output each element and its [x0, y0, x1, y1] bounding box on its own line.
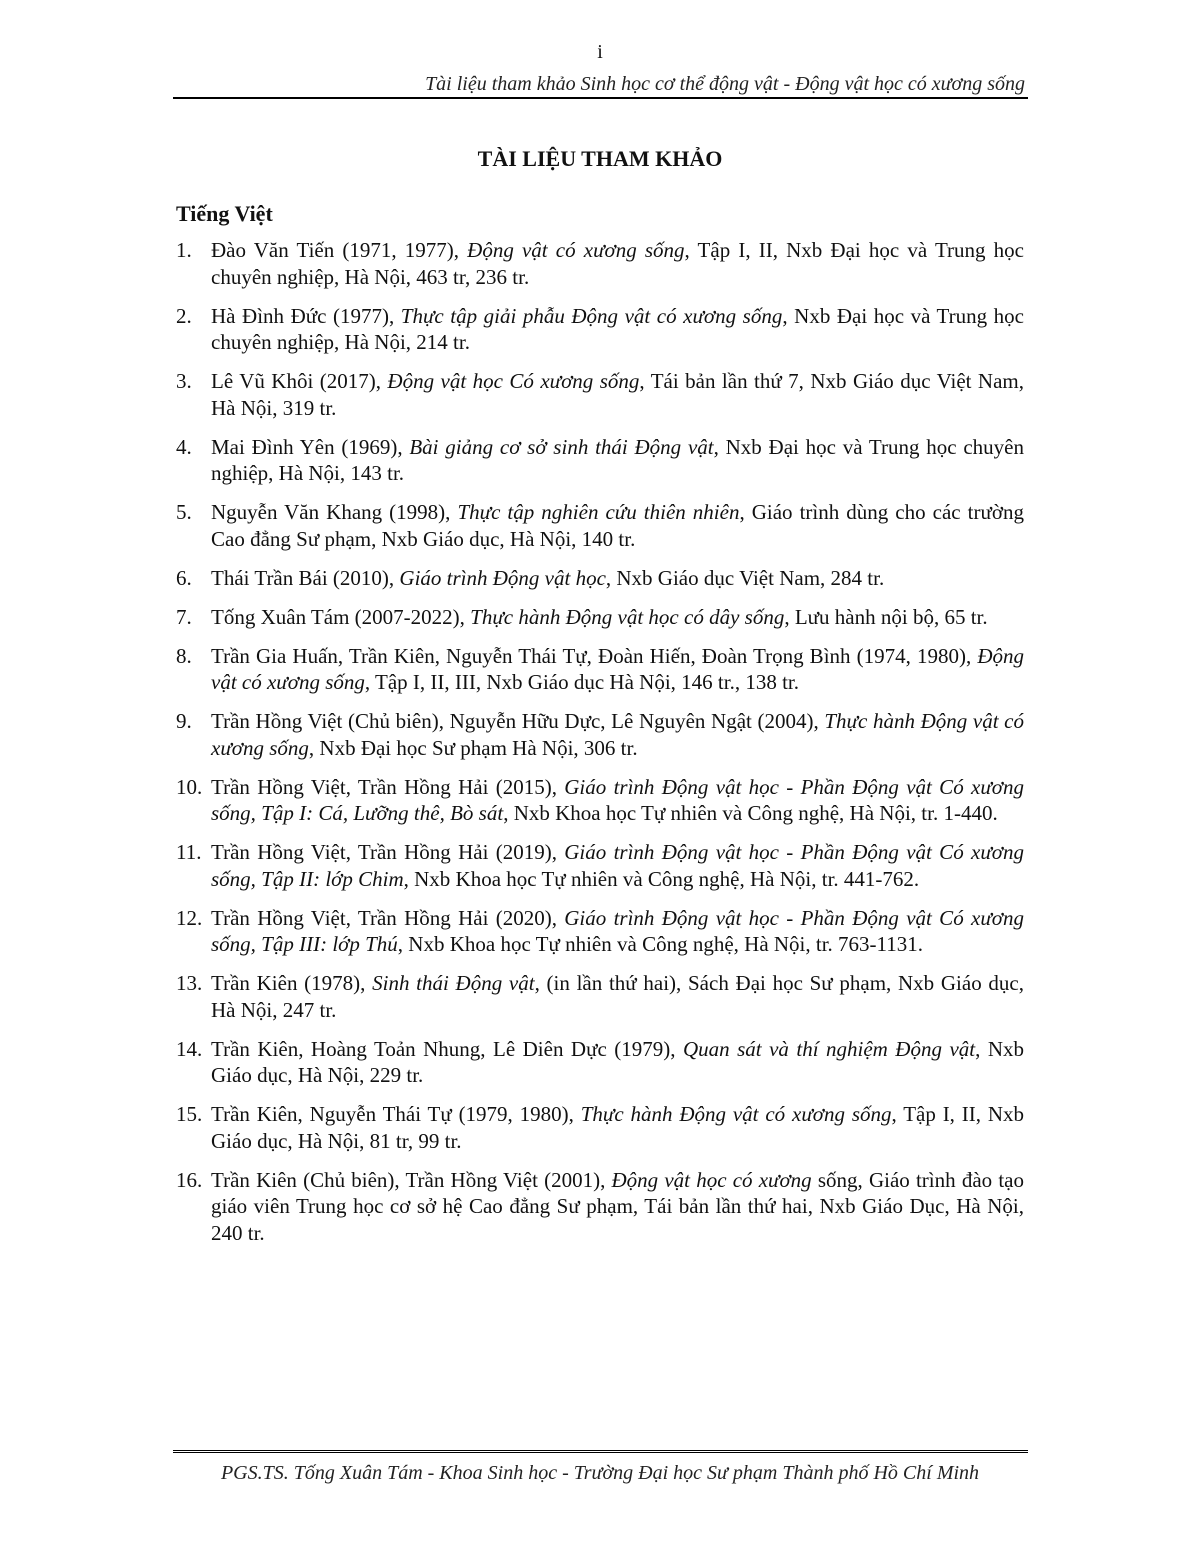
- reference-title: Giáo trình Động vật học - Phần Động vật Có xương sống, Tập III: lớp Thú: [211, 905, 1024, 956]
- reference-authors: Trần Kiên, Nguyễn Thái Tự (1979, 1980),: [211, 1102, 581, 1126]
- reference-title: Sinh thái Động vật: [372, 971, 535, 995]
- reference-text: [211, 839, 1024, 892]
- page-number: i: [597, 41, 603, 63]
- reference-publisher: , (in lần thứ hai), Sách Đại học Sư phạm, Nxb Giáo dục, Hà Nội, 247 tr.: [211, 971, 1024, 1022]
- reference-text: [211, 237, 1024, 290]
- reference-title: Thực hành Động vật có xương sống: [580, 1102, 892, 1126]
- reference-title: Giáo trình Động vật học - Phần Động vật Có xương sống, Tập I: Cá, Lưỡng thê, Bò sát: [211, 774, 1024, 825]
- reference-publisher: , Nxb Đại học và Trung học chuyên nghiệp, Hà Nội, 143 tr.: [211, 434, 1025, 485]
- reference-authors: Trần Hồng Việt, Trần Hồng Hải (2019),: [211, 840, 565, 864]
- reference-number: 1.: [176, 238, 192, 262]
- reference-item: [176, 970, 1024, 1023]
- reference-title: Giáo trình Động vật học: [399, 565, 606, 590]
- reference-title: Thực hành Động vật học có dây sống: [470, 604, 785, 629]
- reference-publisher: sống, Giáo trình đào tạo giáo viên Trung học cơ sở hệ Cao đẳng Sư phạm, Tái bản lần thứ hai, Nxb Giáo Dục, Hà Nội, 240 tr.: [211, 1167, 1024, 1245]
- reference-item: [176, 604, 1024, 631]
- reference-publisher: , Tập I, II, Nxb Đại học và Trung học chuyên nghiệp, Hà Nội, 463 tr, 236 tr.: [211, 238, 1024, 289]
- reference-text: [211, 970, 1024, 1023]
- reference-number: 10.: [176, 774, 203, 799]
- reference-text: [211, 604, 1024, 631]
- reference-title: Thực hành Động vật có xương sống: [211, 709, 1024, 760]
- reference-item: [176, 1167, 1024, 1247]
- reference-number: 12.: [176, 905, 203, 930]
- running-footer: PGS.TS. Tống Xuân Tám - Khoa Sinh học - Trường Đại học Sư phạm Thành phố Hồ Chí Minh: [220, 1462, 980, 1484]
- reference-number: 5.: [176, 500, 192, 524]
- reference-number: 6.: [176, 565, 192, 590]
- reference-item: [176, 565, 1024, 592]
- reference-item: [176, 434, 1024, 487]
- reference-publisher: , Tập I, II, III, Nxb Giáo dục Hà Nội, 146 tr., 138 tr.: [364, 670, 799, 694]
- reference-publisher: , Giáo trình dùng cho các trường Cao đẳng Sư phạm, Nxb Giáo dục, Hà Nội, 140 tr.: [211, 500, 1024, 551]
- reference-authors: Tống Xuân Tám (2007-2022),: [211, 604, 471, 629]
- reference-authors: Trần Kiên (1978),: [211, 971, 373, 995]
- footer-divider: [173, 1450, 1028, 1453]
- reference-item: [176, 839, 1024, 892]
- reference-text: [211, 774, 1024, 827]
- reference-item: [176, 303, 1024, 356]
- reference-publisher: , Nxb Khoa học Tự nhiên và Công nghệ, Hà Nội, tr. 1-440.: [503, 801, 998, 825]
- reference-text: [211, 708, 1024, 761]
- reference-authors: Mai Đình Yên (1969),: [211, 434, 410, 459]
- reference-text: [211, 303, 1024, 356]
- section-heading: Tiếng Việt: [176, 201, 273, 226]
- reference-item: [176, 1036, 1024, 1089]
- running-header: Tài liệu tham khảo Sinh học cơ thể động vật - Động vật học có xương sống: [425, 73, 1025, 95]
- reference-item: [176, 368, 1024, 421]
- reference-authors: Lê Vũ Khôi (2017),: [211, 369, 388, 393]
- reference-authors: Trần Kiên (Chủ biên), Trần Hồng Việt (2001),: [211, 1167, 612, 1192]
- reference-number: 8.: [176, 643, 192, 668]
- reference-authors: Trần Hồng Việt, Trần Hồng Hải (2020),: [211, 905, 565, 930]
- reference-title: Động vật học có xương: [611, 1167, 812, 1192]
- reference-publisher: , Nxb Đại học và Trung học chuyên nghiệp, Hà Nội, 214 tr.: [211, 303, 1025, 354]
- reference-authors: Nguyễn Văn Khang (1998),: [211, 500, 458, 524]
- reference-text: [211, 1167, 1024, 1247]
- reference-number: 4.: [176, 434, 192, 459]
- reference-publisher: , Nxb Giáo dục, Hà Nội, 229 tr.: [211, 1036, 1024, 1087]
- reference-title: Giáo trình Động vật học - Phần Động vật Có xương sống, Tập II: lớp Chim: [211, 840, 1024, 891]
- reference-text: [211, 1036, 1024, 1089]
- page-title: TÀI LIỆU THAM KHẢO: [477, 146, 723, 171]
- reference-publisher: , Nxb Đại học Sư phạm Hà Nội, 306 tr.: [308, 735, 638, 760]
- reference-publisher: , Tái bản lần thứ 7, Nxb Giáo dục Việt Nam, Hà Nội, 319 tr.: [211, 369, 1024, 420]
- reference-text: [211, 905, 1024, 958]
- reference-number: 15.: [176, 1102, 203, 1126]
- reference-item: [176, 774, 1024, 827]
- reference-authors: Trần Hồng Việt, Trần Hồng Hải (2015),: [211, 774, 565, 799]
- reference-text: [211, 1101, 1024, 1154]
- reference-number: 11.: [176, 840, 202, 864]
- reference-number: 14.: [176, 1036, 203, 1061]
- reference-authors: Đào Văn Tiến (1971, 1977),: [211, 238, 468, 262]
- reference-number: 13.: [176, 971, 203, 995]
- reference-publisher: , Nxb Khoa học Tự nhiên và Công nghệ, Hà Nội, tr. 763-1131.: [397, 932, 924, 956]
- reference-text: [211, 434, 1024, 487]
- reference-title: Thực tập giải phẫu Động vật có xương sống: [400, 303, 783, 328]
- reference-item: [176, 237, 1024, 290]
- reference-number: 7.: [176, 604, 192, 629]
- reference-publisher: , Nxb Khoa học Tự nhiên và Công nghệ, Hà Nội, tr. 441-762.: [403, 866, 920, 891]
- reference-item: [176, 905, 1024, 958]
- reference-item: [176, 708, 1024, 761]
- reference-publisher: , Nxb Giáo dục Việt Nam, 284 tr.: [605, 565, 885, 590]
- reference-title: Động vật học Có xương sống: [387, 369, 640, 393]
- reference-text: [211, 499, 1024, 552]
- reference-title: Động vật có xương sống: [211, 643, 1024, 694]
- reference-item: [176, 643, 1024, 696]
- reference-authors: Trần Gia Huấn, Trần Kiên, Nguyễn Thái Tự, Đoàn Hiến, Đoàn Trọng Bình (1974, 1980),: [211, 643, 978, 668]
- reference-text: [211, 565, 1024, 592]
- reference-publisher: , Tập I, II, Nxb Giáo dục, Hà Nội, 81 tr, 99 tr.: [211, 1102, 1025, 1153]
- reference-text: [211, 643, 1024, 696]
- reference-number: 16.: [176, 1167, 203, 1192]
- reference-authors: Trần Kiên, Hoàng Toản Nhung, Lê Diên Dực (1979),: [211, 1036, 683, 1061]
- reference-title: Bài giảng cơ sở sinh thái Động vật: [409, 434, 714, 459]
- reference-number: 9.: [176, 709, 192, 733]
- reference-title: Thực tập nghiên cứu thiên nhiên: [457, 500, 740, 524]
- reference-text: [211, 368, 1024, 421]
- reference-number: 2.: [176, 303, 192, 328]
- reference-number: 3.: [176, 369, 192, 393]
- reference-list: [176, 237, 1024, 1259]
- reference-item: [176, 499, 1024, 552]
- reference-authors: Hà Đình Đức (1977),: [211, 303, 401, 328]
- reference-title: Động vật có xương sống: [467, 238, 685, 262]
- reference-authors: Trần Hồng Việt (Chủ biên), Nguyễn Hữu Dực, Lê Nguyên Ngật (2004),: [211, 709, 825, 733]
- reference-authors: Thái Trần Bái (2010),: [211, 565, 400, 590]
- header-divider: [173, 97, 1028, 99]
- reference-publisher: , Lưu hành nội bộ, 65 tr.: [784, 604, 988, 629]
- reference-title: Quan sát và thí nghiệm Động vật: [682, 1036, 976, 1061]
- reference-item: [176, 1101, 1024, 1154]
